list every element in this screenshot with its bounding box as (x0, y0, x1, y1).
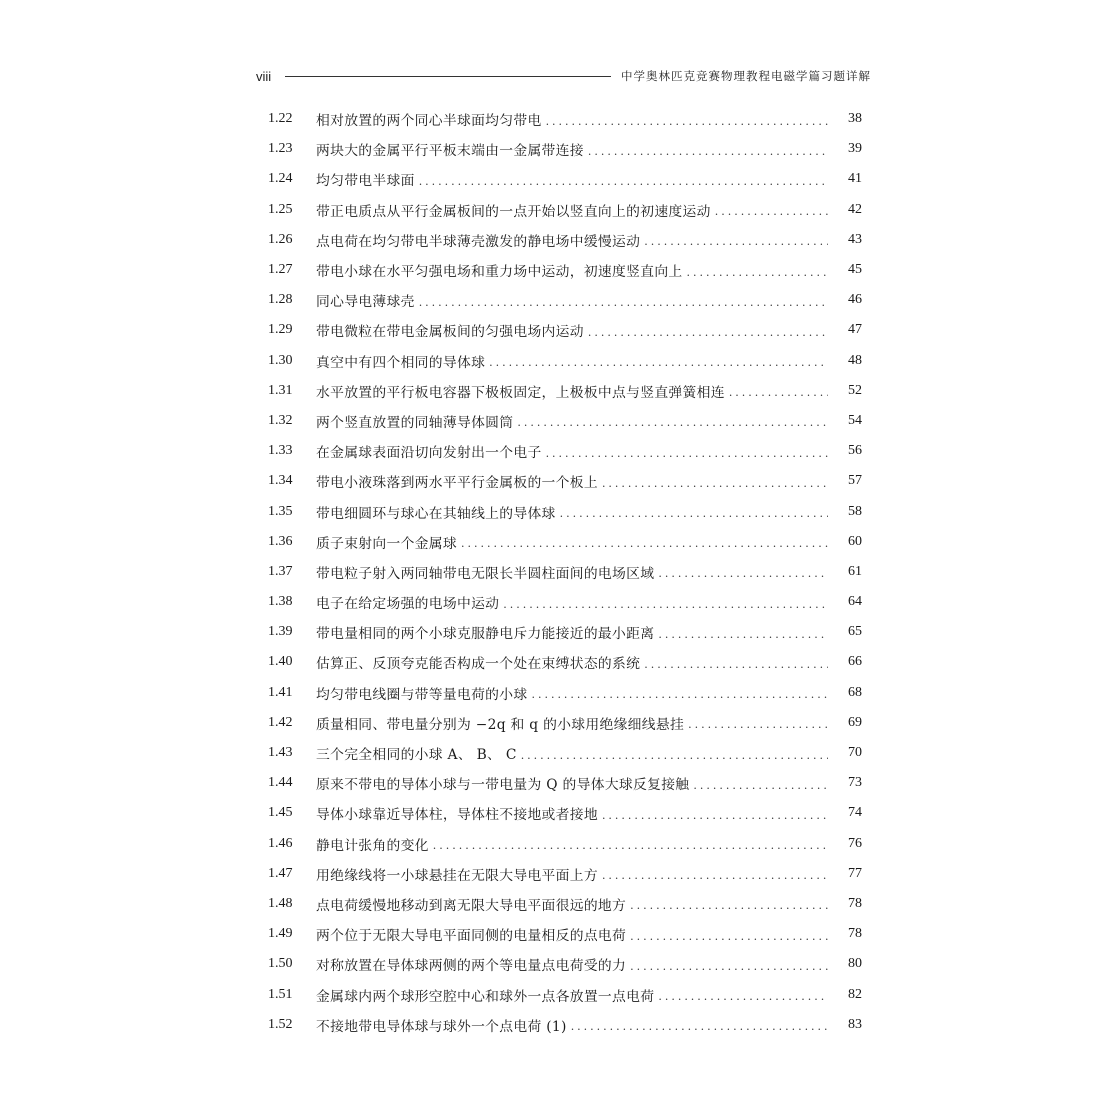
dot-leader (419, 176, 828, 187)
toc-entry-page: 78 (848, 926, 862, 942)
toc-entry-title: 同心导电薄球壳 (316, 294, 415, 311)
header-rule (285, 76, 611, 77)
toc-entry-number: 1.25 (268, 201, 293, 217)
table-of-contents (268, 104, 862, 1040)
toc-entry-number: 1.52 (268, 1016, 293, 1032)
toc-entry-number: 1.29 (268, 322, 293, 338)
dot-leader (517, 417, 828, 428)
toc-entry-page: 76 (848, 835, 862, 851)
toc-entry[interactable] (268, 496, 862, 526)
toc-entry[interactable] (268, 557, 862, 587)
toc-entry-page: 61 (848, 563, 862, 579)
toc-entry-page: 78 (848, 895, 862, 911)
toc-entry[interactable] (268, 195, 862, 225)
toc-entry-page: 83 (848, 1016, 862, 1032)
toc-entry[interactable] (268, 708, 862, 738)
toc-entry-number: 1.50 (268, 956, 293, 972)
toc-entry-title: 对称放置在导体球两侧的两个等电量点电荷受的力 (316, 958, 627, 975)
toc-entry[interactable] (268, 436, 862, 466)
toc-entry-title: 水平放置的平行板电容器下极板固定，上极板中点与竖直弹簧相连 (316, 384, 725, 401)
toc-entry[interactable] (268, 919, 862, 949)
dot-leader (546, 448, 828, 459)
toc-entry-number: 1.33 (268, 443, 293, 459)
toc-entry[interactable] (268, 255, 862, 285)
toc-entry-title: 质量相同、带电量分别为 −2q 和 q 的小球用绝缘细线悬挂 (316, 716, 685, 733)
page-number: viii (256, 68, 272, 84)
toc-entry-page: 43 (848, 231, 862, 247)
toc-entry-page: 74 (848, 805, 862, 821)
toc-entry-number: 1.38 (268, 594, 293, 610)
toc-entry-number: 1.45 (268, 805, 293, 821)
dot-leader (602, 478, 828, 489)
toc-entry-number: 1.47 (268, 865, 293, 881)
dot-leader (588, 146, 828, 157)
toc-entry[interactable] (268, 1010, 862, 1040)
toc-entry-page: 39 (848, 141, 862, 157)
dot-leader (630, 931, 828, 942)
dot-leader (729, 387, 828, 398)
toc-entry-page: 58 (848, 503, 862, 519)
toc-entry-number: 1.28 (268, 292, 293, 308)
toc-entry-title: 电子在给定场强的电场中运动 (316, 596, 500, 613)
toc-entry-title: 三个完全相同的小球 A、 B、 C (316, 747, 517, 764)
toc-entry-title: 原来不带电的导体小球与一带电量为 Q 的导体大球反复接触 (316, 777, 690, 794)
toc-entry-number: 1.32 (268, 412, 293, 428)
toc-entry-title: 点电荷在均匀带电半球薄壳激发的静电场中缓慢运动 (316, 233, 641, 250)
dot-leader (687, 267, 828, 278)
dot-leader (521, 750, 828, 761)
toc-entry-page: 45 (848, 262, 862, 278)
toc-entry-page: 41 (848, 171, 862, 187)
toc-entry-page: 38 (848, 111, 862, 127)
toc-entry-page: 42 (848, 201, 862, 217)
toc-entry-page: 56 (848, 443, 862, 459)
toc-entry[interactable] (268, 617, 862, 647)
toc-entry[interactable] (268, 768, 862, 798)
toc-entry-page: 48 (848, 352, 862, 368)
dot-leader (693, 780, 828, 791)
toc-entry[interactable] (268, 225, 862, 255)
running-title: 中学奥林匹克竞赛物理教程电磁学篇习题详解 (621, 69, 871, 83)
toc-entry-title: 带电粒子射入两同轴带电无限长半圆柱面间的电场区域 (316, 565, 655, 582)
dot-leader (658, 991, 828, 1002)
toc-entry-title: 两个位于无限大导电平面同侧的电量相反的点电荷 (316, 928, 627, 945)
running-header (256, 66, 871, 86)
toc-entry-title: 用绝缘线将一小球悬挂在无限大导电平面上方 (316, 867, 598, 884)
dot-leader (658, 568, 828, 579)
dot-leader (546, 116, 828, 127)
toc-entry-page: 68 (848, 684, 862, 700)
dot-leader (531, 689, 828, 700)
toc-entry-page: 54 (848, 412, 862, 428)
dot-leader (644, 236, 828, 247)
toc-entry[interactable] (268, 164, 862, 194)
dot-leader (461, 538, 828, 549)
toc-entry-page: 57 (848, 473, 862, 489)
dot-leader (602, 870, 828, 881)
toc-entry[interactable] (268, 889, 862, 919)
toc-entry-number: 1.27 (268, 262, 293, 278)
toc-entry-number: 1.48 (268, 895, 293, 911)
toc-entry-page: 60 (848, 533, 862, 549)
toc-entry[interactable] (268, 466, 862, 496)
toc-entry[interactable] (268, 285, 862, 315)
toc-entry-page: 65 (848, 624, 862, 640)
toc-entry[interactable] (268, 587, 862, 617)
toc-entry-title: 点电荷缓慢地移动到离无限大导电平面很远的地方 (316, 897, 627, 914)
dot-leader (433, 840, 828, 851)
toc-entry-title: 估算正、反顶夸克能否构成一个处在束缚状态的系统 (316, 656, 641, 673)
dot-leader (688, 719, 828, 730)
toc-entry-number: 1.22 (268, 111, 293, 127)
toc-entry-title: 带电细圆环与球心在其轴线上的导体球 (316, 505, 556, 522)
toc-entry-page: 73 (848, 775, 862, 791)
toc-entry-title: 带电小液珠落到两水平平行金属板的一个板上 (316, 475, 598, 492)
toc-entry-page: 69 (848, 714, 862, 730)
toc-entry[interactable] (268, 949, 862, 979)
toc-entry[interactable] (268, 647, 862, 677)
toc-entry-number: 1.41 (268, 684, 293, 700)
dot-leader (560, 508, 828, 519)
toc-entry-number: 1.39 (268, 624, 293, 640)
dot-leader (602, 810, 828, 821)
toc-entry-title: 均匀带电线圈与带等量电荷的小球 (316, 686, 528, 703)
toc-entry[interactable] (268, 376, 862, 406)
toc-entry-number: 1.23 (268, 141, 293, 157)
dot-leader (588, 327, 828, 338)
toc-entry-number: 1.37 (268, 563, 293, 579)
toc-entry-title: 静电计张角的变化 (316, 837, 429, 854)
toc-entry-title: 不接地带电导体球与球外一个点电荷 (1) (316, 1018, 567, 1035)
dot-leader (644, 659, 828, 670)
toc-entry-number: 1.36 (268, 533, 293, 549)
toc-entry-number: 1.49 (268, 926, 293, 942)
toc-entry-number: 1.35 (268, 503, 293, 519)
toc-entry[interactable] (268, 859, 862, 889)
dot-leader (630, 900, 828, 911)
dot-leader (630, 961, 828, 972)
toc-entry[interactable] (268, 406, 862, 436)
toc-entry-page: 64 (848, 594, 862, 610)
toc-entry-page: 52 (848, 382, 862, 398)
toc-entry-title: 两块大的金属平行平板末端由一金属带连接 (316, 143, 584, 160)
toc-entry-number: 1.44 (268, 775, 293, 791)
toc-entry-number: 1.51 (268, 986, 293, 1002)
toc-entry-number: 1.46 (268, 835, 293, 851)
toc-entry-page: 82 (848, 986, 862, 1002)
toc-entry-title: 质子束射向一个金属球 (316, 535, 457, 552)
dot-leader (658, 629, 828, 640)
toc-entry[interactable] (268, 829, 862, 859)
toc-entry-page: 47 (848, 322, 862, 338)
toc-entry-number: 1.31 (268, 382, 293, 398)
dot-leader (489, 357, 828, 368)
toc-entry-title: 在金属球表面沿切向发射出一个电子 (316, 445, 542, 462)
toc-entry-title: 带正电质点从平行金属板间的一点开始以竖直向上的初速度运动 (316, 203, 711, 220)
toc-entry-title: 两个竖直放置的同轴薄导体圆筒 (316, 414, 514, 431)
toc-entry[interactable] (268, 346, 862, 376)
toc-entry-page: 70 (848, 745, 862, 761)
dot-leader (419, 297, 828, 308)
toc-entry-page: 66 (848, 654, 862, 670)
toc-entry-title: 金属球内两个球形空腔中心和球外一点各放置一点电荷 (316, 988, 655, 1005)
toc-entry[interactable] (268, 134, 862, 164)
toc-entry-title: 相对放置的两个同心半球面均匀带电 (316, 113, 542, 130)
toc-entry-title: 带电量相同的两个小球克服静电斥力能接近的最小距离 (316, 626, 655, 643)
toc-entry[interactable] (268, 979, 862, 1009)
toc-entry-number: 1.43 (268, 745, 293, 761)
toc-entry-title: 均匀带电半球面 (316, 173, 415, 190)
toc-entry-number: 1.30 (268, 352, 293, 368)
toc-entry-page: 80 (848, 956, 862, 972)
toc-entry[interactable] (268, 315, 862, 345)
toc-entry-number: 1.34 (268, 473, 293, 489)
toc-entry[interactable] (268, 527, 862, 557)
toc-entry-page: 46 (848, 292, 862, 308)
toc-entry-title: 真空中有四个相同的导体球 (316, 354, 486, 371)
toc-entry-number: 1.26 (268, 231, 293, 247)
toc-entry-number: 1.24 (268, 171, 293, 187)
dot-leader (503, 599, 828, 610)
dot-leader (715, 206, 828, 217)
toc-entry-page: 77 (848, 865, 862, 881)
toc-entry[interactable] (268, 738, 862, 768)
toc-entry-number: 1.40 (268, 654, 293, 670)
toc-entry[interactable] (268, 678, 862, 708)
toc-entry-title: 带电微粒在带电金属板间的匀强电场内运动 (316, 324, 584, 341)
toc-entry[interactable] (268, 798, 862, 828)
toc-entry-title: 导体小球靠近导体柱，导体柱不接地或者接地 (316, 807, 598, 824)
dot-leader (571, 1021, 828, 1032)
toc-entry-number: 1.42 (268, 714, 293, 730)
toc-entry-title: 带电小球在水平匀强电场和重力场中运动，初速度竖直向上 (316, 264, 683, 281)
toc-entry[interactable] (268, 104, 862, 134)
